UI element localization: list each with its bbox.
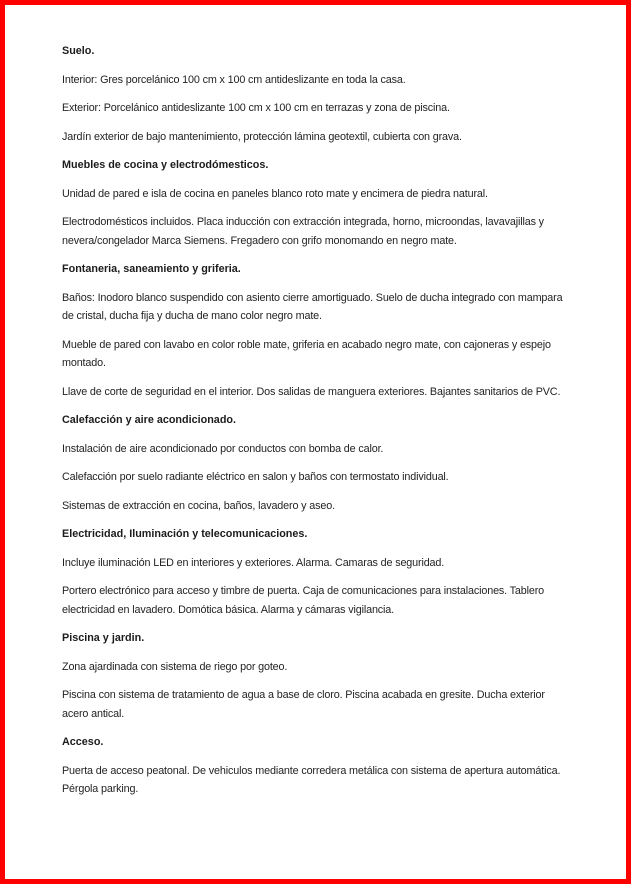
section-heading: Fontaneria, saneamiento y griferia. xyxy=(62,263,241,275)
paragraph: Sistemas de extracción en cocina, baños, lavadero y aseo. xyxy=(62,499,335,512)
section-heading: Piscina y jardin. xyxy=(62,632,145,644)
paragraph: Incluye iluminación LED en interiores y exteriores. Alarma. Camaras de seguridad. xyxy=(62,556,445,569)
paragraph: Zona ajardinada con sistema de riego por goteo. xyxy=(62,660,288,673)
paragraph: Electrodomésticos incluidos. Placa inducción con extracción integrada, horno, microondas, lavavajillas y nevera/congelador Marca Siemens. Fregadero con grifo monomando en negro mate. xyxy=(62,216,544,247)
paragraph: Baños: Inodoro blanco suspendido con asiento cierre amortiguado. Suelo de ducha integrado con mampara de cristal, ducha fija y ducha de mano color negro mate. xyxy=(62,291,563,322)
section-heading: Calefacción y aire acondicionado. xyxy=(62,414,237,426)
paragraph: Puerta de acceso peatonal. De vehiculos mediante corredera metálica con sistema de apertura automática. Pérgola parking. xyxy=(62,764,561,795)
section-heading: Muebles de cocina y electrodómesticos. xyxy=(62,159,269,171)
paragraph: Unidad de pared e isla de cocina en paneles blanco roto mate y encimera de piedra natural. xyxy=(62,187,488,200)
paragraph: Mueble de pared con lavabo en color roble mate, griferia en acabado negro mate, con cajoneras y espejo montado. xyxy=(62,338,551,369)
paragraph: Jardín exterior de bajo mantenimiento, protección lámina geotextil, cubierta con grava. xyxy=(62,130,462,143)
section-heading: Acceso. xyxy=(62,736,104,748)
paragraph: Llave de corte de seguridad en el interior. Dos salidas de manguera exteriores. Bajantes sanitarios de PVC. xyxy=(62,385,561,398)
paragraph: Piscina con sistema de tratamiento de agua a base de cloro. Piscina acabada en gresite. Ducha exterior acero antical. xyxy=(62,689,545,720)
paragraph: Exterior: Porcelánico antideslizante 100 cm x 100 cm en terrazas y zona de piscina. xyxy=(62,102,450,114)
section-heading: Electricidad, Iluminación y telecomunicaciones. xyxy=(62,528,308,540)
section-heading: Suelo. xyxy=(62,45,95,57)
document-body xyxy=(62,42,570,799)
paragraph: Interior: Gres porcelánico 100 cm x 100 cm antideslizante en toda la casa. xyxy=(62,73,406,86)
paragraph: Portero electrónico para acceso y timbre de puerta. Caja de comunicaciones para instalaciones. Tablero electricidad en lavadero. Domótica básica. Alarma y cámaras vigilancia. xyxy=(62,585,545,616)
paragraph: Instalación de aire acondicionado por conductos con bomba de calor. xyxy=(62,442,384,455)
paragraph: Calefacción por suelo radiante eléctrico en salon y baños con termostato individual. xyxy=(62,471,449,483)
